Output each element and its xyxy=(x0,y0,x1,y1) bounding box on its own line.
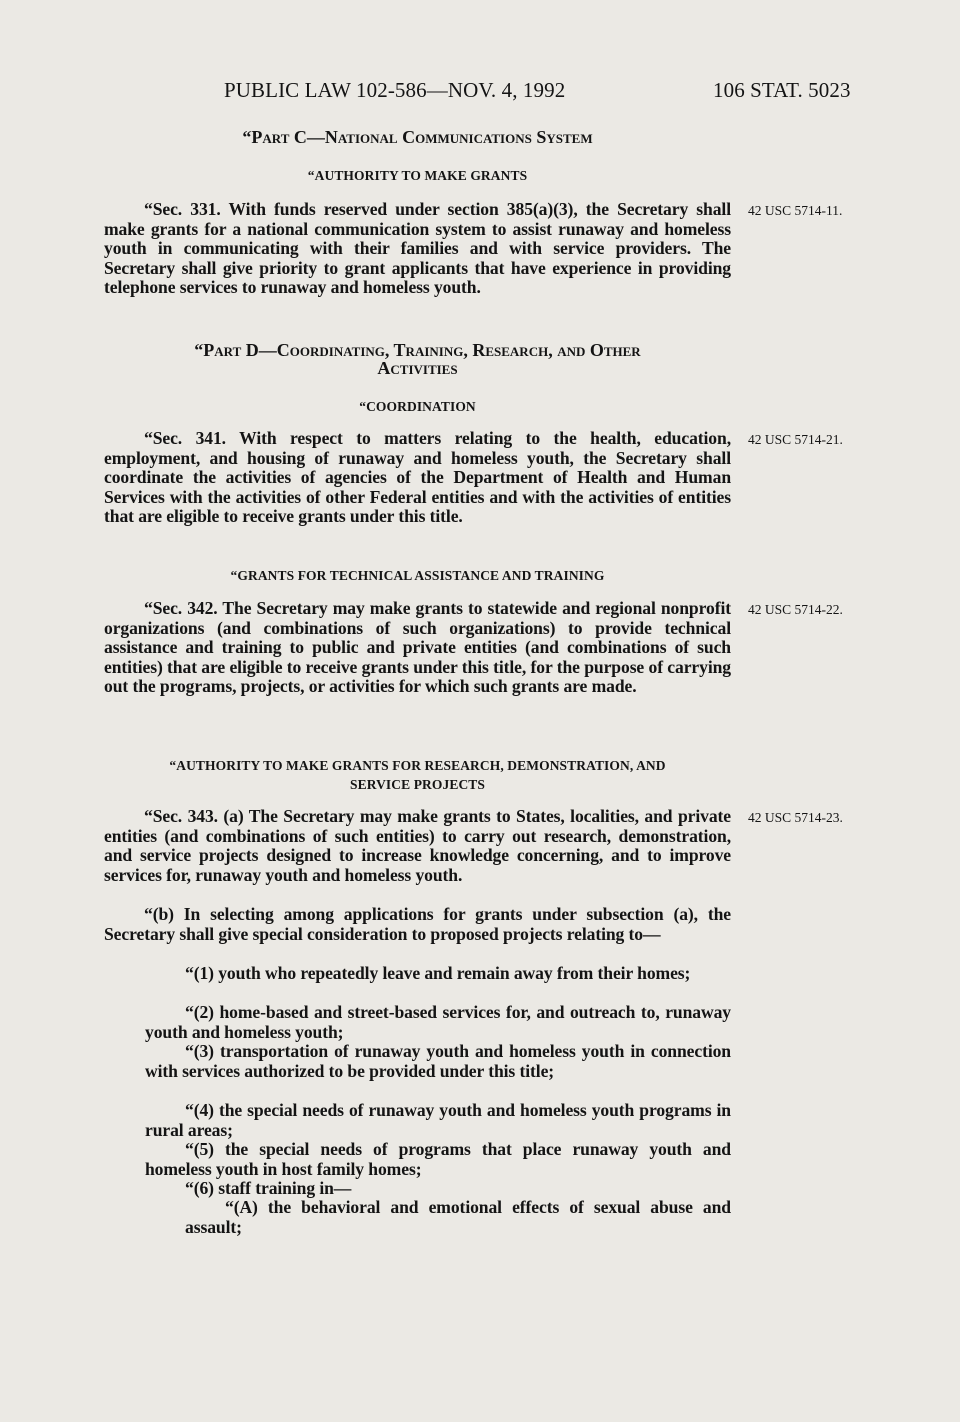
header-law-citation: PUBLIC LAW 102-586—NOV. 4, 1992 xyxy=(224,78,566,102)
list-item-4: “(4) the special needs of runaway youth and homeless youth programs in rural areas; xyxy=(145,1100,731,1140)
page-header xyxy=(0,78,960,108)
header-stat-citation: 106 STAT. 5023 xyxy=(713,78,851,102)
research-heading-line1: “AUTHORITY TO MAKE GRANTS FOR RESEARCH, DEMONSTRATION, AND xyxy=(169,758,666,773)
part-c-subheading: “AUTHORITY TO MAKE GRANTS xyxy=(307,168,528,183)
list-item-2: “(2) home-based and street-based services for, and outreach to, runaway youth and homeless youth; xyxy=(145,1002,731,1042)
part-d-title-line1: “Part D—Coordinating, Training, Research, and Other xyxy=(194,340,641,360)
part-d-title-line2: Activities xyxy=(377,358,458,378)
research-heading-line2: SERVICE PROJECTS xyxy=(349,777,486,792)
margin-note-342: 42 USC 5714-22. xyxy=(748,602,843,617)
part-c-title: “Part C—National Communications System xyxy=(242,127,593,147)
list-item-3: “(3) transportation of runaway youth and homeless youth in connection with services authorized to be provided under this title; xyxy=(145,1041,731,1081)
margin-note-343: 42 USC 5714-23. xyxy=(748,810,843,825)
section-343a-text: “Sec. 343. (a) The Secretary may make grants to States, localities, and private entities (and combinations of such entities) to carry out research, demonstration, and service projects designed to increase knowledge concerning, and to improve services for, runaway youth and homeless youth. xyxy=(104,806,731,885)
list-item-1: “(1) youth who repeatedly leave and remain away from their homes; xyxy=(185,963,691,983)
list-item-6a: “(A) the behavioral and emotional effects of sexual abuse and assault; xyxy=(185,1197,731,1237)
section-331-text: “Sec. 331. With funds reserved under section 385(a)(3), the Secretary shall make grants for a national communication system to assist runaway and homeless youth in communicating with their families and with service providers. The Secretary shall give priority to grant applicants that have experience in providing telephone services to runaway and homeless youth. xyxy=(104,199,731,297)
section-343b-text: “(b) In selecting among applications for grants under subsection (a), the Secretary shall give special consideration to proposed projects relating to— xyxy=(104,904,731,944)
grants-heading: “GRANTS FOR TECHNICAL ASSISTANCE AND TRAINING xyxy=(230,568,605,583)
section-341-text: “Sec. 341. With respect to matters relating to the health, education, employment, and housing of runaway and homeless youth, the Secretary shall coordinate the activities of agencies of the Department of Health and Human Services with the activities of other Federal entities and with the activities of entities that are eligible to receive grants under this title. xyxy=(104,428,731,526)
list-item-6: “(6) staff training in— xyxy=(185,1178,352,1198)
list-item-5: “(5) the special needs of programs that place runaway youth and homeless youth in host family homes; xyxy=(145,1139,731,1179)
section-342-text: “Sec. 342. The Secretary may make grants to statewide and regional nonprofit organizations (and combinations of such organizations) to provide technical assistance and training to public and private entities (and combinations of such entities) that are eligible to receive grants under this title, for the purpose of carrying out the programs, projects, or activities for which such grants are made. xyxy=(104,598,731,696)
margin-note-331: 42 USC 5714-11. xyxy=(748,203,843,218)
coordination-heading: “COORDINATION xyxy=(359,399,476,414)
margin-note-341: 42 USC 5714-21. xyxy=(748,432,843,447)
